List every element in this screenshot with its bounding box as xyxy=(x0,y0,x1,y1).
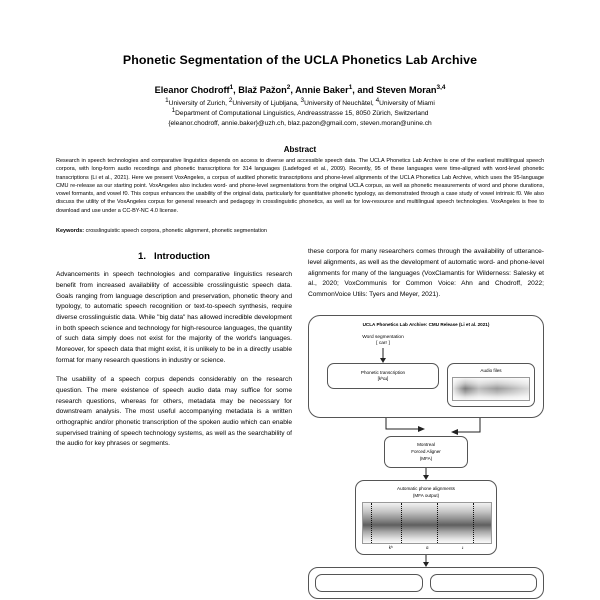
word-segmentation-ipa: [ carr ] xyxy=(376,341,390,347)
arrow-word-to-transcription xyxy=(327,348,439,363)
phonetic-transcription-ipa: [kʰɑɹ] xyxy=(377,376,389,382)
output-box-left xyxy=(315,574,423,592)
figure-output-group xyxy=(308,567,544,599)
phone-label: ɑ xyxy=(425,545,429,551)
phone-alignments-label xyxy=(362,486,490,499)
phone-label: kʰ xyxy=(388,545,393,551)
affiliations xyxy=(56,96,544,130)
intro-paragraph-2: The usability of a speech corpus depends considerably on the research question. The mere existence of speech audio data may suffice for some research questions, whereas for others, metadata may be necessary for downstream analysis. The most useful accompanying metadata is a written orthographic and/or phonetic transcription of the spoken audio which can enable supervised training of speech technology systems, as well as the searchability of the audio for key phrases or segments. xyxy=(56,376,292,448)
section-number: 1. xyxy=(138,251,147,263)
alignment-spectrogram-image xyxy=(362,502,492,544)
figure-input-row xyxy=(317,363,535,407)
phone-alignments-line-2: (MFA output) xyxy=(412,492,440,498)
phone-label: ɹ xyxy=(461,545,464,551)
abstract-section xyxy=(56,145,544,215)
author-affil-marker: 1 xyxy=(229,84,234,92)
keywords-line xyxy=(56,227,544,235)
figure-outer-container xyxy=(308,315,544,419)
mfa-row xyxy=(308,436,544,468)
author-affil-marker: 1 xyxy=(348,84,353,92)
arrow-alignments-to-outputs xyxy=(308,555,544,567)
audio-files-label: Audio files xyxy=(480,368,502,374)
phone-label-row xyxy=(362,544,490,550)
montreal-forced-aligner-box xyxy=(384,436,468,468)
word-segmentation-text: Word segmentation xyxy=(362,334,404,340)
alignments-row xyxy=(308,480,544,555)
pipeline-figure xyxy=(308,315,544,600)
mfa-line-2: Forced Aligner xyxy=(411,449,441,455)
column-right xyxy=(308,247,544,599)
author-affil-marker: 2 xyxy=(286,84,291,92)
page-title: Phonetic Segmentation of the UCLA Phonetics Lab Archive xyxy=(122,53,478,67)
author-list: Eleanor Chodroff$^1$, Blaž Pažon$^2$, Annie Baker$^1$, and Steven Moran$^{3,4}$ xyxy=(154,84,446,96)
column-left xyxy=(56,247,292,599)
intro-paragraph-3: these corpora for many researchers comes through the availability of utterance-level alignments, as well as the development of automatic word- and phone-level alignments for many of the languages (VoxClamantis for Wilderness: Salesky et al., 2020; VoxCommunis for Common Voice: Ahn and Chodroff, 2022; CommonVoice Utils: Tyers and Meyer, 2021). xyxy=(308,248,544,298)
author-emails: {eleanor.chodroff, annie.baker}@uzh.ch, blaz.pazon@gmail.com, steven.moran@unine.ch xyxy=(168,119,432,127)
section-heading-introduction xyxy=(56,251,292,262)
output-box-right xyxy=(430,574,538,592)
audio-waveform-image xyxy=(452,377,530,401)
intro-paragraph-1: Advancements in speech technologies and comparative linguistics research benefit from increased availability of accessible crosslinguistic speech data. Goals ranging from language description and preservation, phonetic theory and typology, to automatic speech recognition or text-to-speech synthesis, require diverse crosslinguistic data. While "big data" has allowed incredible development in both speech science and technology for high-resource languages, the quantity of such data simply does not exist for the majority of the world's languages. Moreover, for speech data that might exist, it is unlikely to be in a directly usable format for many research questions in industry or science. xyxy=(56,271,292,364)
mfa-line-1: Montreal xyxy=(417,442,435,448)
abstract-text: Research in speech technologies and comparative linguistics depends on access to diverse and accessible speech data. The UCLA Phonetics Lab Archive is one of the earliest multilingual speech corpora, with long-form audio recordings and phonetic transcriptions for 314 languages (Ladefoged et al., 2009). Recently, 95 of these languages were time-aligned with word-level phonetic transcriptions (Li et al., 2021). Here we present VoxAngeles, a corpus of audited phonetic transcriptions and phone-level alignments of the UCLA Phonetics Lab Archive, which uses the 95-language CMU re-release as our starting point. VoxAngeles also includes word- and phone-level segmentations from the original UCLA corpus, as well as phonetic measurements of word and phone durations, vowel formants, and vowel f0. This corpus enhances the usability of the original data, particularly for quantitative phonetic typology, as demonstrated through a case study of vowel intrinsic f0. We also discuss the utility of the VoxAngeles corpus for general research and pedagogy in crosslinguistic phonetics, as well as for low-resource and multilingual speech technologies. VoxAngeles is free to download and use under a CC-BY-NC 4.0 license. xyxy=(56,158,544,214)
phonetic-transcription-label: Phonetic transcription xyxy=(360,370,406,376)
audio-files-box xyxy=(447,363,535,407)
phone-alignments-line-1: Automatic phone alignments xyxy=(397,486,455,492)
phone-alignments-box xyxy=(355,480,497,555)
affiliation-universities: $^1$University of Zurich, $^2$University of Ljubljana, $^3$University of Neuchâtel, $^4$University of Miami xyxy=(165,96,435,107)
section-title: Introduction xyxy=(154,251,210,263)
author-affil-marker: 3,4 xyxy=(436,84,446,92)
mfa-line-3: (MFA) xyxy=(419,455,433,461)
arrow-mfa-to-alignments xyxy=(308,468,544,480)
keywords-text: crosslinguistic speech corpora, phonetic alignment, phonetic segmentation xyxy=(84,227,267,234)
affiliation-department: $^1$Department of Computational Linguistics, Andreasstrasse 15, 8050 Zürich, Switzerland xyxy=(171,106,429,117)
word-segmentation-label xyxy=(327,335,439,349)
two-column-body xyxy=(56,247,544,599)
figure-outer-title: UCLA Phonetics Lab Archive: CMU Release (Li et al. 2021) xyxy=(362,321,490,327)
abstract-heading: Abstract xyxy=(283,145,317,155)
phonetic-transcription-box xyxy=(327,363,439,389)
keywords-label: Keywords: xyxy=(56,227,85,234)
